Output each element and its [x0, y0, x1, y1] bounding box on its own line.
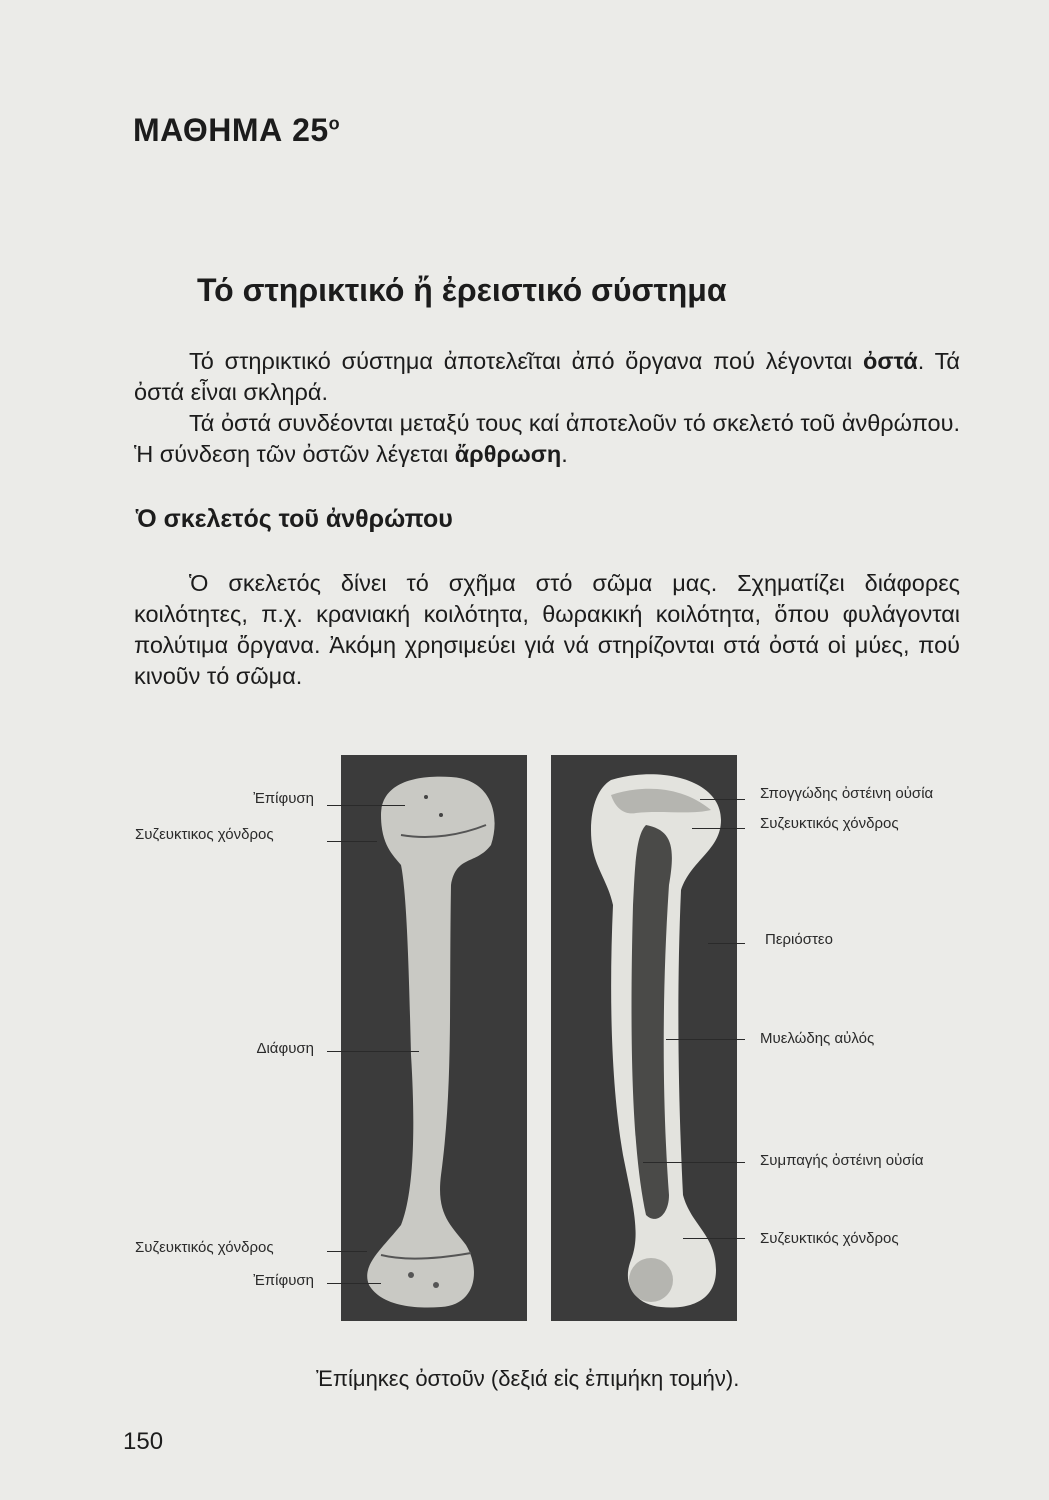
label-cartilage-bottom-right: Συζευκτικός χόνδρος: [760, 1230, 899, 1247]
lesson-heading: ΜΑΘΗΜΑ $25^o$: [133, 112, 341, 148]
leader-line: [692, 828, 745, 829]
femur-section-illustration: [551, 755, 737, 1321]
label-cartilage-top-left: Συζευκτικος χόνδρος: [135, 826, 274, 843]
leader-line: [327, 841, 377, 842]
label-cartilage-bottom-left: Συζευκτικός χόνδρος: [135, 1239, 274, 1256]
leader-line: [708, 943, 745, 944]
leader-line: [327, 1283, 381, 1284]
section-text: Ὁ σκελετός δίνει τό σχῆμα στό σῶμα μας. Σχηματίζει διάφορες κοιλότητες, π.χ. κρανιακή κοιλότητα, θωρακική κοιλότητα, ὅπου φυλάγονται πολύτιμα ὄργανα. Ἀκόμη χρησιμεύει γιά νά στηρίζονται στά ὀστά οἱ μύες, πού κινοῦν τό σῶμα.: [134, 570, 960, 689]
label-compact-bone: Συμπαγής ὀστέινη οὐσία: [760, 1152, 924, 1169]
label-spongy-bone: Σπογγώδης ὀστέινη οὐσία: [760, 785, 934, 802]
chapter-title: Τό στηρικτικό ἤ ἐρειστικό σύστημα: [197, 272, 727, 308]
label-cartilage-top-right: Συζευκτικός χόνδρος: [760, 815, 899, 832]
leader-line: [666, 1039, 745, 1040]
section-heading: Ὁ σκελετός τοῦ ἀνθρώπου: [136, 505, 453, 533]
leader-line: [643, 1162, 745, 1163]
bone-photo-external: [341, 755, 527, 1321]
intro-sentence-2: Τά ὀστά συνδέονται μεταξύ τους καί ἀποτελοῦν τό σκελετό τοῦ ἀνθρώπου. Ἡ σύνδεση τῶν ὀστῶν λέγεται ἄρθρωση.: [134, 410, 960, 467]
label-epiphysis-bottom: Ἐπίφυση: [253, 1272, 314, 1289]
leader-line: [327, 805, 405, 806]
intro-sentence-1: Τό στηρικτικό σύστημα ἀποτελεῖται ἀπό ὄργανα πού λέγονται ὀστά. Τά ὀστά εἶναι σκληρά.: [134, 348, 960, 405]
label-diaphysis: Διάφυση: [256, 1040, 314, 1057]
leader-line: [327, 1251, 367, 1252]
label-medullary-cavity: Μυελώδης αὐλός: [760, 1030, 875, 1047]
femur-external-illustration: [341, 755, 527, 1321]
leader-line: [683, 1238, 745, 1239]
bone-photo-section: [551, 755, 737, 1321]
figure-caption: Ἐπίμηκες ὀστοῦν (δεξιά εἰς ἐπιμήκη τομήν).: [316, 1366, 740, 1391]
label-periosteum: Περιόστεο: [765, 931, 833, 948]
leader-line: [327, 1051, 419, 1052]
leader-line: [700, 799, 745, 800]
page-number: 150: [123, 1428, 164, 1455]
label-epiphysis-top: Ἐπίφυση: [253, 790, 314, 807]
